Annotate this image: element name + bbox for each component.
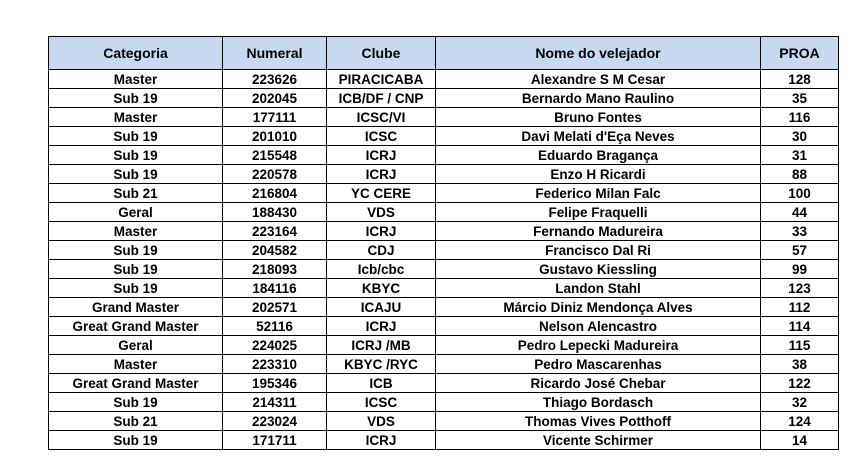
cell-proa: 35 xyxy=(761,89,839,108)
cell-categoria: Sub 21 xyxy=(49,184,223,203)
cell-nome-do-velejador: Pedro Lepecki Madureira xyxy=(436,336,761,355)
header-proa: PROA xyxy=(761,37,839,70)
table-row xyxy=(49,374,839,393)
cell-proa: 30 xyxy=(761,127,839,146)
cell-numeral: 177111 xyxy=(223,108,327,127)
header-nome-do-velejador: Nome do velejador xyxy=(436,37,761,70)
cell-clube: Icb/cbc xyxy=(327,260,436,279)
cell-numeral: 188430 xyxy=(223,203,327,222)
cell-categoria: Sub 19 xyxy=(49,431,223,450)
cell-proa: 31 xyxy=(761,146,839,165)
cell-clube: ICSC/VI xyxy=(327,108,436,127)
cell-proa: 88 xyxy=(761,165,839,184)
cell-categoria: Sub 21 xyxy=(49,412,223,431)
cell-nome-do-velejador: Ricardo José Chebar xyxy=(436,374,761,393)
cell-clube: ICB xyxy=(327,374,436,393)
table-row xyxy=(49,203,839,222)
cell-numeral: 215548 xyxy=(223,146,327,165)
cell-categoria: Sub 19 xyxy=(49,393,223,412)
cell-nome-do-velejador: Alexandre S M Cesar xyxy=(436,70,761,89)
cell-categoria: Great Grand Master xyxy=(49,374,223,393)
header-numeral: Numeral xyxy=(223,37,327,70)
cell-nome-do-velejador: Eduardo Bragança xyxy=(436,146,761,165)
cell-categoria: Grand Master xyxy=(49,298,223,317)
table-row xyxy=(49,165,839,184)
cell-nome-do-velejador: Thomas Vives Potthoff xyxy=(436,412,761,431)
cell-nome-do-velejador: Márcio Diniz Mendonça Alves xyxy=(436,298,761,317)
cell-clube: ICRJ xyxy=(327,146,436,165)
cell-clube: YC CERE xyxy=(327,184,436,203)
table-row xyxy=(49,184,839,203)
cell-nome-do-velejador: Vicente Schirmer xyxy=(436,431,761,450)
table-row xyxy=(49,222,839,241)
table-row xyxy=(49,412,839,431)
table-row xyxy=(49,355,839,374)
cell-proa: 122 xyxy=(761,374,839,393)
cell-proa: 57 xyxy=(761,241,839,260)
cell-nome-do-velejador: Francisco Dal Ri xyxy=(436,241,761,260)
cell-nome-do-velejador: Pedro Mascarenhas xyxy=(436,355,761,374)
cell-clube: ICSC xyxy=(327,127,436,146)
cell-numeral: 223164 xyxy=(223,222,327,241)
cell-numeral: 171711 xyxy=(223,431,327,450)
cell-proa: 123 xyxy=(761,279,839,298)
cell-proa: 112 xyxy=(761,298,839,317)
cell-nome-do-velejador: Nelson Alencastro xyxy=(436,317,761,336)
cell-nome-do-velejador: Thiago Bordasch xyxy=(436,393,761,412)
table-row xyxy=(49,298,839,317)
table-row xyxy=(49,431,839,450)
cell-nome-do-velejador: Felipe Fraquelli xyxy=(436,203,761,222)
cell-categoria: Master xyxy=(49,222,223,241)
cell-nome-do-velejador: Bruno Fontes xyxy=(436,108,761,127)
cell-numeral: 52116 xyxy=(223,317,327,336)
cell-categoria: Sub 19 xyxy=(49,260,223,279)
cell-categoria: Master xyxy=(49,355,223,374)
cell-numeral: 224025 xyxy=(223,336,327,355)
cell-clube: ICRJ xyxy=(327,222,436,241)
cell-proa: 44 xyxy=(761,203,839,222)
cell-nome-do-velejador: Fernando Madureira xyxy=(436,222,761,241)
cell-clube: VDS xyxy=(327,203,436,222)
cell-categoria: Sub 19 xyxy=(49,146,223,165)
cell-numeral: 220578 xyxy=(223,165,327,184)
cell-numeral: 184116 xyxy=(223,279,327,298)
cell-numeral: 204582 xyxy=(223,241,327,260)
sailor-table xyxy=(48,36,839,450)
cell-proa: 116 xyxy=(761,108,839,127)
cell-proa: 128 xyxy=(761,70,839,89)
table-row xyxy=(49,127,839,146)
cell-numeral: 223310 xyxy=(223,355,327,374)
cell-numeral: 202571 xyxy=(223,298,327,317)
cell-categoria: Master xyxy=(49,108,223,127)
table-header-row xyxy=(49,37,839,70)
cell-categoria: Geral xyxy=(49,336,223,355)
cell-numeral: 218093 xyxy=(223,260,327,279)
table-row xyxy=(49,108,839,127)
cell-proa: 114 xyxy=(761,317,839,336)
table-row xyxy=(49,317,839,336)
header-clube: Clube xyxy=(327,37,436,70)
table-row xyxy=(49,279,839,298)
cell-proa: 115 xyxy=(761,336,839,355)
cell-clube: KBYC /RYC xyxy=(327,355,436,374)
table-row xyxy=(49,89,839,108)
cell-categoria: Great Grand Master xyxy=(49,317,223,336)
cell-clube: ICB/DF / CNP xyxy=(327,89,436,108)
cell-clube: ICRJ /MB xyxy=(327,336,436,355)
cell-nome-do-velejador: Bernardo Mano Raulino xyxy=(436,89,761,108)
table-row xyxy=(49,336,839,355)
cell-numeral: 223024 xyxy=(223,412,327,431)
cell-clube: ICAJU xyxy=(327,298,436,317)
cell-clube: PIRACICABA xyxy=(327,70,436,89)
cell-numeral: 216804 xyxy=(223,184,327,203)
cell-nome-do-velejador: Enzo H Ricardi xyxy=(436,165,761,184)
cell-numeral: 195346 xyxy=(223,374,327,393)
cell-numeral: 202045 xyxy=(223,89,327,108)
table-row xyxy=(49,241,839,260)
cell-numeral: 201010 xyxy=(223,127,327,146)
cell-proa: 32 xyxy=(761,393,839,412)
cell-proa: 33 xyxy=(761,222,839,241)
cell-proa: 100 xyxy=(761,184,839,203)
header-categoria: Categoria xyxy=(49,37,223,70)
cell-categoria: Master xyxy=(49,70,223,89)
cell-proa: 38 xyxy=(761,355,839,374)
cell-categoria: Sub 19 xyxy=(49,165,223,184)
cell-categoria: Sub 19 xyxy=(49,127,223,146)
cell-clube: ICRJ xyxy=(327,165,436,184)
table-row xyxy=(49,393,839,412)
table-row xyxy=(49,146,839,165)
cell-nome-do-velejador: Landon Stahl xyxy=(436,279,761,298)
cell-categoria: Sub 19 xyxy=(49,241,223,260)
cell-categoria: Sub 19 xyxy=(49,89,223,108)
cell-categoria: Sub 19 xyxy=(49,279,223,298)
cell-numeral: 214311 xyxy=(223,393,327,412)
cell-proa: 14 xyxy=(761,431,839,450)
cell-numeral: 223626 xyxy=(223,70,327,89)
cell-clube: ICSC xyxy=(327,393,436,412)
cell-clube: CDJ xyxy=(327,241,436,260)
cell-clube: ICRJ xyxy=(327,317,436,336)
table-row xyxy=(49,70,839,89)
cell-clube: KBYC xyxy=(327,279,436,298)
cell-clube: VDS xyxy=(327,412,436,431)
cell-nome-do-velejador: Davi Melati d'Eça Neves xyxy=(436,127,761,146)
cell-proa: 99 xyxy=(761,260,839,279)
sailor-table-container xyxy=(48,36,839,450)
table-body xyxy=(49,70,839,450)
cell-proa: 124 xyxy=(761,412,839,431)
cell-nome-do-velejador: Gustavo Kiessling xyxy=(436,260,761,279)
table-row xyxy=(49,260,839,279)
cell-clube: ICRJ xyxy=(327,431,436,450)
cell-categoria: Geral xyxy=(49,203,223,222)
cell-nome-do-velejador: Federico Milan Falc xyxy=(436,184,761,203)
